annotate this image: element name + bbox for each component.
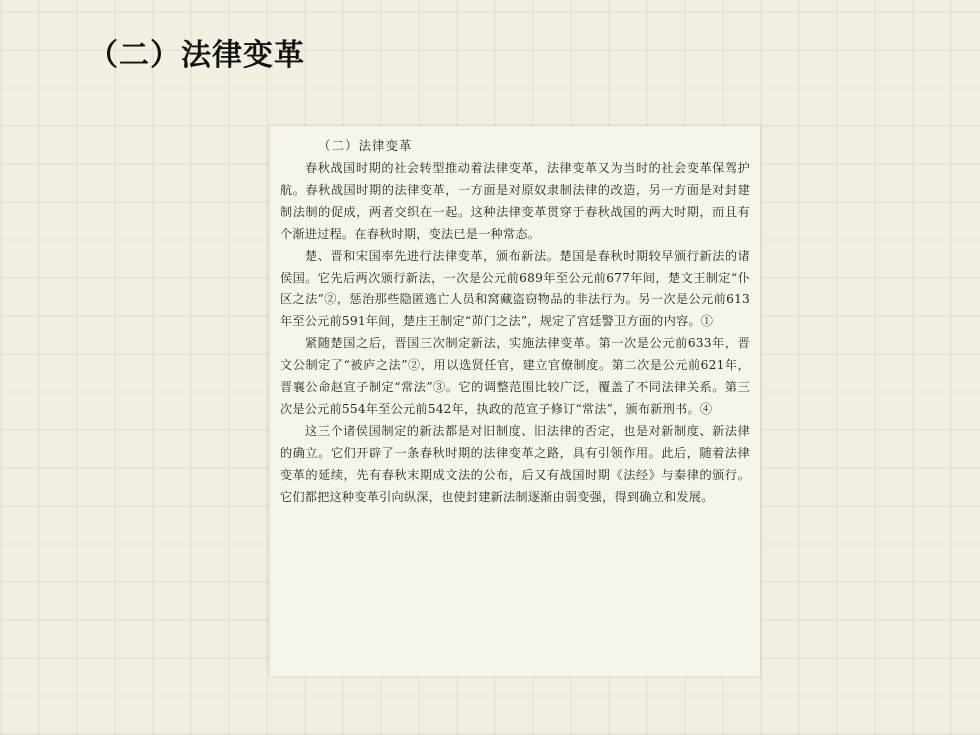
scanned-text-excerpt bbox=[270, 126, 760, 676]
slide-title: （二）法律变革 bbox=[88, 38, 305, 73]
excerpt-paragraph-2: 楚、晋和宋国率先进行法律变革，颁布新法。楚国是春秋时期较早颁行新法的诸侯国。它先后两次颁行新法，一次是公元前689年至公元前677年间，楚文王制定“仆区之法”②，惩治那些隐匿逃亡人员和窝藏盗窃物品的非法行为。另一次是公元前613年至公元前591年间，楚庄王制定“茆门之法”，规定了宫廷警卫方面的内容。① bbox=[280, 248, 750, 329]
excerpt-paragraph-1: 春秋战国时期的社会转型推动着法律变革，法律变革又为当时的社会变革保驾护航。春秋战国时期的法律变革，一方面是对原奴隶制法律的改造，另一方面是对封建制法制的促成，两者交织在一起。这种法律变革贯穿于春秋战国的两大时期，而且有个渐进过程。在春秋时期，变法已是一种常态。 bbox=[280, 161, 750, 241]
excerpt-heading: （二）法律变革 bbox=[318, 138, 413, 153]
excerpt-paragraph-4: 这三个诸侯国制定的新法都是对旧制度、旧法律的否定，也是对新制度、新法律的确立。它们开辟了一条春秋时期的法律变革之路，具有引领作用。此后，随着法律变革的延续，先有春秋末期成文法的公布，后又有战国时期《法经》与秦律的颁行。它们都把这种变革引向纵深，也使封建新法制逐渐由弱变强，得到确立和发展。 bbox=[280, 423, 750, 504]
excerpt-paragraph-3: 紧随楚国之后，晋国三次制定新法，实施法律变革。第一次是公元前633年，晋文公制定了“被庐之法”②，用以选贤任官，建立官僚制度。第二次是公元前621年，晋襄公命赵宣子制定“常法”③。它的调整范围比较广泛，覆盖了不同法律关系。第三次是公元前554年至公元前542年，执政的范宣子修订“常法”，颁布新刑书。④ bbox=[280, 336, 750, 416]
